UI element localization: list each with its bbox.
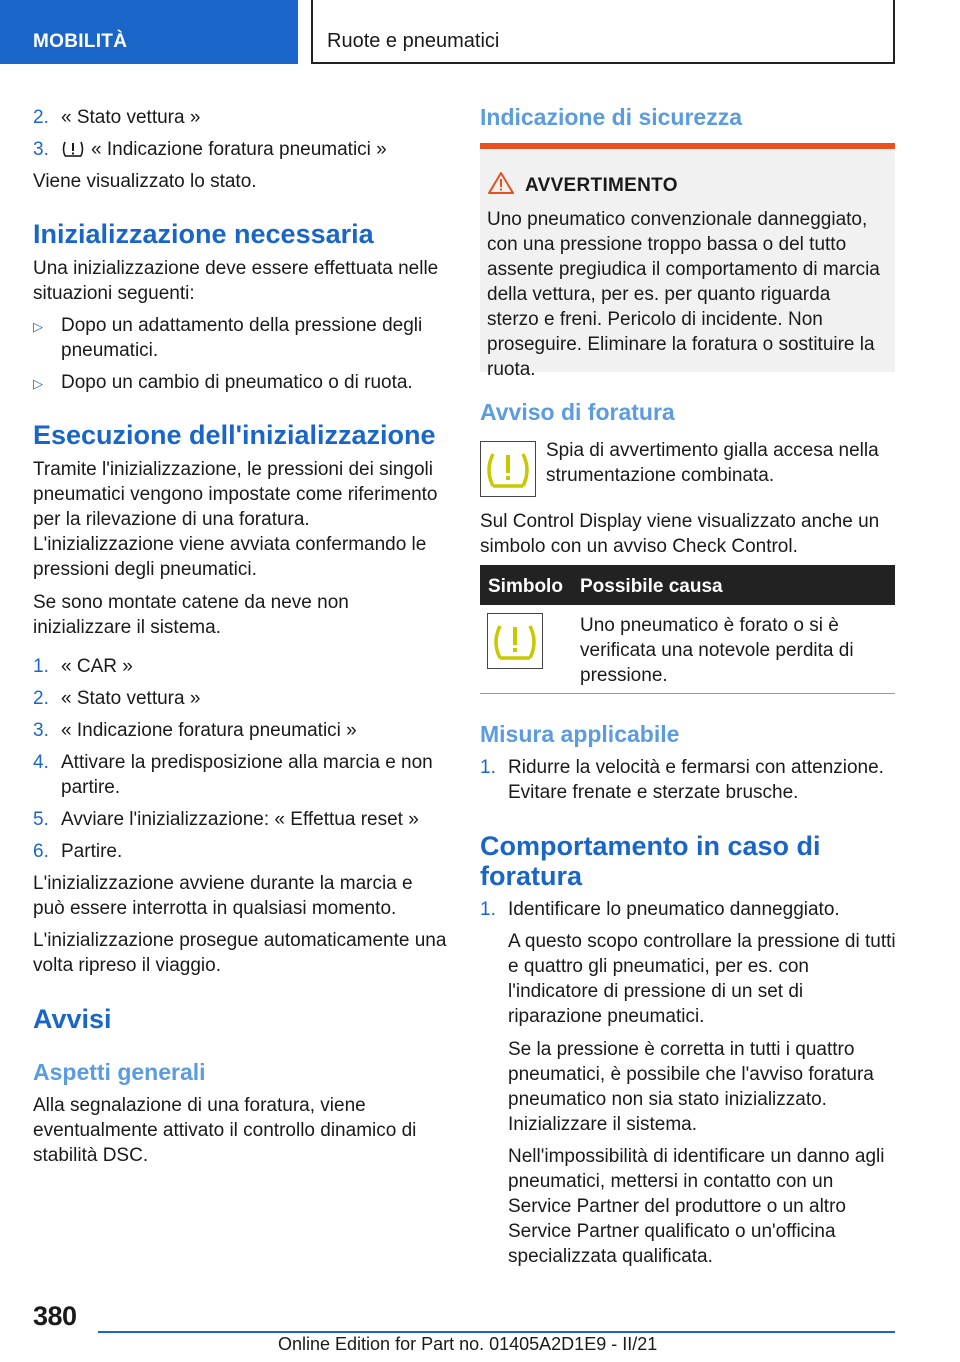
list-item: [33, 137, 449, 162]
table-header: [480, 565, 895, 605]
heading-aspetti: Aspetti generali: [33, 1059, 206, 1085]
comport-paragraph-3: Nell'impossibilità di identificare un danno agli pneumatici, mettersi in contatto con un Service Partner del produttore o un altro Service Partner qualificato o un'officina specializzata qualificata.: [508, 1146, 885, 1267]
chapter-tab: [311, 0, 895, 64]
heading-avvisi: Avvisi: [33, 1004, 112, 1034]
tire-pressure-warning-icon: [480, 441, 536, 497]
step-text: Identificare lo pneumatico danneggiato.: [508, 899, 840, 920]
status-text: Viene visualizzato lo stato.: [33, 171, 257, 192]
init-needed-intro: Una inizializzazione deve essere effettuata nelle situazioni seguenti:: [33, 258, 439, 304]
avviso-cd-text: Sul Control Display viene visualizzato anche un simbolo con un avviso Check Control.: [480, 511, 880, 557]
step-number: 3.: [33, 139, 49, 160]
tire-pressure-warning-icon: [487, 613, 543, 669]
list-item: [33, 313, 449, 363]
step-number: 6.: [33, 841, 49, 862]
page-number: 380: [33, 1301, 77, 1331]
list-item: [33, 718, 449, 743]
edition-text: Online Edition for Part no. 01405A2D1E9 - II/21: [278, 1334, 658, 1354]
bullet-text: Dopo un cambio di pneumatico o di ruota.: [61, 372, 413, 393]
table-divider: [480, 693, 895, 694]
footer-divider: [98, 1331, 895, 1333]
step-text: « Indicazione foratura pneumatici »: [91, 139, 387, 160]
list-item: [33, 686, 449, 711]
heading-init-needed: Inizializzazione necessaria: [33, 219, 374, 249]
comport-paragraph-2: Se la pressione è corretta in tutti i quattro pneumatici, è possibile che l'avviso foratura pneumatico non sia stato inizializzato. Inizializzare il sistema.: [508, 1039, 874, 1135]
table-cell-cause: Uno pneumatico è forato o si è verificata una notevole perdita di pressione.: [580, 615, 854, 686]
warning-triangle-icon: [488, 171, 514, 195]
warning-box: [480, 143, 895, 380]
exec-paragraph-2: Se sono montate catene da neve non inizializzare il sistema.: [33, 592, 349, 638]
column-header: Possibile causa: [580, 576, 723, 597]
step-number: 1.: [480, 757, 496, 778]
list-item: [33, 839, 449, 864]
step-text: « Stato vettura »: [61, 107, 201, 128]
step-text: « Stato vettura »: [61, 688, 201, 709]
heading-avviso: Avviso di foratura: [480, 399, 675, 425]
column-header: Simbolo: [488, 576, 563, 597]
step-number: 2.: [33, 107, 49, 128]
list-item: [33, 750, 449, 800]
bullet-text: Dopo un adattamento della pressione degli pneumatici.: [61, 315, 423, 361]
heading-misura: Misura applicabile: [480, 721, 680, 747]
step-text: Ridurre la velocità e fermarsi con attenzione. Evitare frenate e sterzate brusche.: [508, 757, 884, 803]
step-text: « CAR »: [61, 656, 133, 677]
list-item: [33, 654, 449, 679]
step-number: 2.: [33, 688, 49, 709]
step-number: 3.: [33, 720, 49, 741]
list-item: [33, 807, 449, 832]
step-text: « Indicazione foratura pneumatici »: [61, 720, 357, 741]
section-title: MOBILITÀ: [33, 31, 128, 52]
heading-comport: Comportamento in caso di foratura: [480, 831, 821, 891]
warning-title: AVVERTIMENTO: [525, 175, 678, 196]
tire-pressure-icon: [61, 139, 85, 159]
chapter-title: Ruote e pneumatici: [327, 30, 500, 52]
warning-text: Uno pneumatico convenzionale danneggiato, con una pressione troppo bassa o del tutto assente pregiudica il comportamento di marcia della vettura, per es. per quanto riguarda sterzo e freni. Pericolo di incidente. Non proseguire. Eliminare la foratura o sostituire la ruota.: [487, 209, 880, 380]
exec-paragraph-1: Tramite l'inizializzazione, le pressioni dei singoli pneumatici vengono impostate come riferimento per la rilevazione di una foratura. L'inizializzazione viene avviata confermando le pressioni degli pneumatici.: [33, 459, 438, 580]
exec-paragraph-4: L'inizializzazione prosegue automaticamente una volta ripreso il viaggio.: [33, 930, 447, 976]
list-item: [480, 897, 896, 922]
bullet-triangle-icon: ▷: [33, 376, 43, 391]
comport-paragraph-1: A questo scopo controllare la pressione di tutti e quattro gli pneumatici, per es. con l'indicatore di pressione di un set di riparazione pneumatici.: [508, 931, 896, 1027]
list-item: [33, 105, 449, 130]
list-item: [33, 370, 449, 395]
aspetti-text: Alla segnalazione di una foratura, viene eventualmente attivato il controllo dinamico di stabilità DSC.: [33, 1095, 417, 1166]
heading-exec: Esecuzione dell'inizializzazione: [33, 420, 436, 450]
exec-paragraph-3: L'inizializzazione avviene durante la marcia e può essere interrotta in qualsiasi momento.: [33, 873, 413, 919]
list-item: [480, 755, 896, 805]
bullet-triangle-icon: ▷: [33, 319, 43, 334]
heading-safety: Indicazione di sicurezza: [480, 104, 743, 130]
step-text: Avviare l'inizializzazione: « Effettua reset »: [61, 809, 419, 830]
avviso-lamp-text: Spia di avvertimento gialla accesa nella strumentazione combinata.: [546, 440, 879, 486]
step-number: 1.: [480, 899, 496, 920]
step-text: Attivare la predisposizione alla marcia e non partire.: [61, 752, 433, 798]
step-number: 5.: [33, 809, 49, 830]
step-number: 4.: [33, 752, 49, 773]
step-number: 1.: [33, 656, 49, 677]
section-tab: [0, 0, 298, 64]
step-text: Partire.: [61, 841, 123, 862]
